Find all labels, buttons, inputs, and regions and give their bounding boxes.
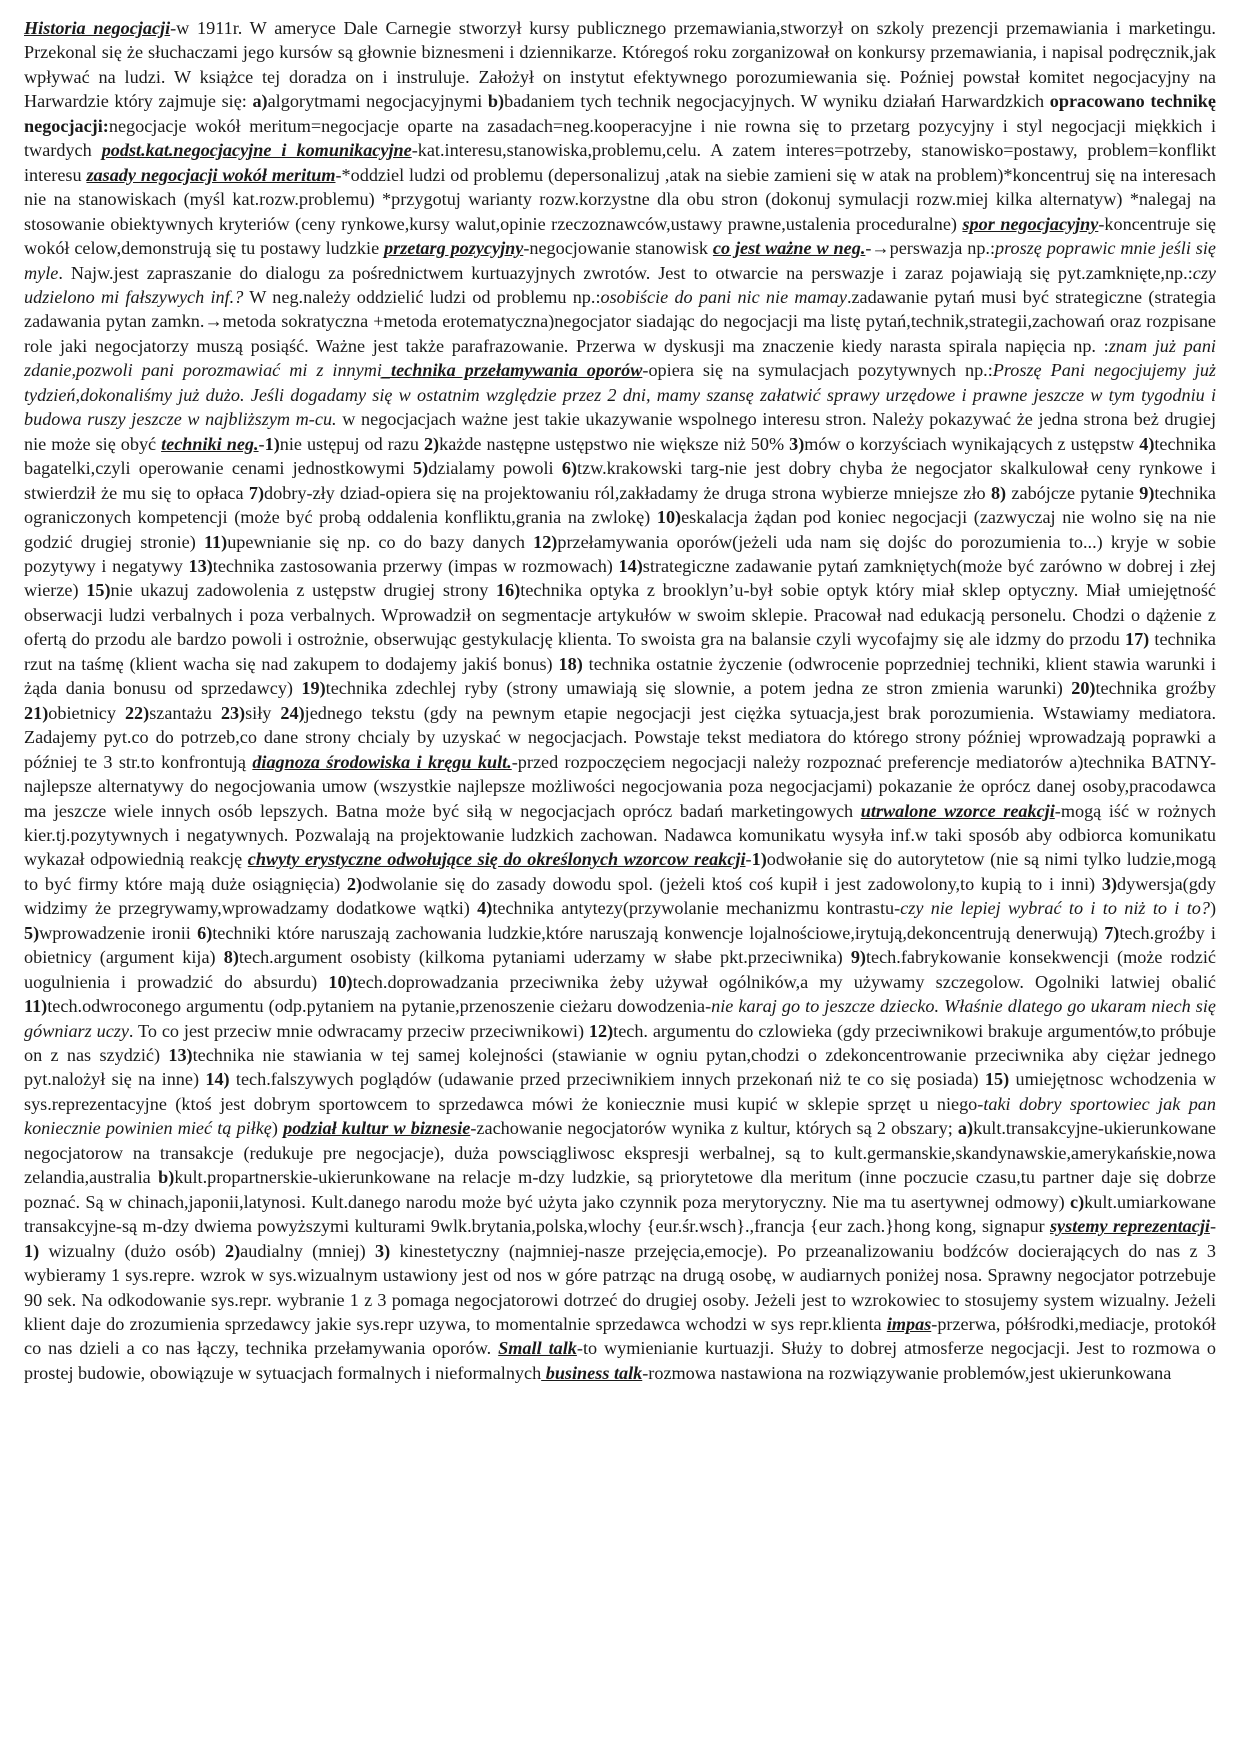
item-number: 8) xyxy=(223,947,239,968)
body-text: tech.falszywych poglądów (udawanie przed przeciwnikiem innych przekonań niż te co się posiada) xyxy=(229,1069,985,1090)
item-number: 7) xyxy=(1104,922,1120,943)
item-number: 21) xyxy=(24,702,49,723)
body-text: technika ostatnie życzenie (odwrocenie poprzedniej techniki, klient stawia warunki i żąda dania bonusu od sprzedawcy) xyxy=(24,653,1216,699)
italic-example: osobiście do pani nic nie mamay xyxy=(600,286,847,307)
body-text: każde następne ustępstwo nie większe niż 50% xyxy=(439,433,790,454)
body-text: eskalacja żądan pod koniec negocjacji (zazwyczaj nie wolno się na nie godzić drugiej stronie) xyxy=(24,507,1216,552)
section-heading: business talk xyxy=(541,1362,643,1383)
item-number: 3) xyxy=(375,1240,391,1261)
body-text: technika antytezy(przywolanie mechanizmu kontrastu- xyxy=(492,898,901,919)
item-number: 9) xyxy=(850,947,866,968)
item-number: 16) xyxy=(496,580,521,601)
section-heading: zasady negocjacji wokół meritum xyxy=(86,164,336,185)
body-text: technika bagatelki,czyli operowanie cenami jednostkowymi xyxy=(24,433,1216,479)
body-text: strategiczne zadawanie pytań zamkniętych(może być zarówno w dobrej i złej wierze) xyxy=(24,555,1216,601)
item-number: 8) xyxy=(990,482,1007,503)
body-text: audialny (mniej) xyxy=(240,1240,376,1261)
body-text: algorytmami negocjacyjnymi xyxy=(267,91,488,112)
section-heading: co jest ważne w neg. xyxy=(712,238,866,259)
body-text: w negocjacjach ważne jest takie ukazywanie wspolnego interesu stron. Należy pokazywać że jedna strona beż drugiej nie może się obyć xyxy=(24,409,1216,454)
body-text: -to wymienianie kurtuazji. Służy to dobrej atmosferze negocjacji. Jest to rozmowa o prostej budowie, obowiązuje w sytuacjach formalnych i nieformalnych xyxy=(24,1338,1216,1383)
section-heading: podst.kat.negocjacyjne i komunikacyjne xyxy=(101,140,412,161)
item-number: a) xyxy=(957,1118,974,1139)
section-heading: _technika przełamywania oporów xyxy=(381,360,643,381)
body-text: -opiera się na symulacjach pozytywnych np.: xyxy=(642,360,993,381)
body-text: -w 1911r. W ameryce Dale Carnegie stworzył kursy publicznego przemawiania,stworzył on szkoly prezencji przemawiania i marketingu. Przekonal się że słuchaczami jego kursów są głownie biznesmeni i dziennikarze. Któregoś roku zorganizował on konkursy przemawiania, i napisal podręcznik,jak wpływać na ludzi. W książce tej doradza on i instruluje. Założył on instytut efektywnego porozumiewania się. Poźniej powstał komitet negocjacyjny na Harwardzie który zajmuje się: xyxy=(24,18,1216,112)
body-text: techniki które naruszają zachowania ludzkie,które naruszają konwencje lojalnościowe,irytują,dekoncentrują denerwują) xyxy=(212,922,1105,943)
body-text: . Najw.jest zapraszanie do dialogu za pośrednictwem kurtuazyjnych zwrotów. Jest to otwarcie na perswazje i zaraz pojawiają się pyt.zamknięte,np.: xyxy=(58,262,1193,283)
item-number: 10) xyxy=(656,507,682,528)
item-number: 11) xyxy=(24,996,48,1017)
body-text: tech.odwroconego argumentu (odp.pytaniem na pytanie,przenoszenie cieżaru dowodzenia- xyxy=(47,996,712,1017)
body-text: -przerwa, półśrodki,mediacje, protokół co nas dzieli a co nas łączy, technika przełamywania oporów. xyxy=(24,1314,1216,1359)
item-number: 15) xyxy=(86,580,111,601)
body-text: kult.umiarkowane transakcyjne-są m-dzy dwiema powyższymi kulturami 9wlk.brytania,polska,wlochy {eur.śr.wsch}.,francja {eur zach.}hong kong, signapur xyxy=(24,1191,1216,1237)
item-number: 1) xyxy=(751,849,767,870)
body-text: tech.groźby i obietnicy (argument kija) xyxy=(24,922,1216,968)
body-text: odwołanie się do autorytetow (nie są nimi tylko ludzie,mogą to być firmy które mają duże osiągnięcia) xyxy=(24,849,1216,894)
body-text: nie ustępuj od razu xyxy=(279,433,424,454)
item-number: 1) xyxy=(264,433,280,454)
body-text: W neg.należy oddzielić ludzi od problemu np.: xyxy=(243,286,601,307)
section-heading: systemy reprezentacji xyxy=(1049,1216,1210,1237)
italic-example: nie karaj go to jeszcze dziecko. Właśnie dlatego go ukaram niech się gówniarz uczy xyxy=(24,996,1216,1041)
body-text: technika groźby xyxy=(1095,678,1216,699)
italic-example: taki dobry sportowiec jak pan koniecznie powinien mieć tą piłkę xyxy=(24,1093,1216,1139)
item-number: 2) xyxy=(346,873,363,894)
item-number: 4) xyxy=(1139,433,1155,454)
item-number: 6) xyxy=(561,458,578,479)
body-text: -→perswazja np.: xyxy=(865,238,996,259)
body-text: kult.propartnerskie-ukierunkowane na relacje m-dzy ludzkie, są priorytetowe dla meritum (inne poczucie czasu,tu partner daje się dobrze poznać. Są w chinach,japonii,latynosi. Kult.danego narodu może być użyta jako czynnik poza merytoryczny. Nie ma tu asertywnej odmowy) xyxy=(24,1167,1216,1212)
body-text: wprowadzenie ironii xyxy=(39,922,198,943)
section-heading: Small talk xyxy=(498,1338,577,1359)
section-heading: Historia negocjacji xyxy=(24,18,171,38)
body-text: -negocjowanie stanowisk xyxy=(523,238,713,259)
item-number: b) xyxy=(158,1167,175,1188)
item-number: 3) xyxy=(789,433,805,454)
body-text: ) xyxy=(1209,898,1216,919)
item-number: 5) xyxy=(24,922,40,943)
item-number: a) xyxy=(252,91,268,112)
item-number: c) xyxy=(1070,1191,1085,1212)
body-text: kinestetyczny (najmniej-nasze przejęcia,emocje). Po przeanalizowaniu bodźców docierających do nas z 3 wybieramy 1 sys.repre. wzrok w sys.wizualnym ustawiony jest od nos w góre patrząc na drugą osobę, w audiarnych poniżej nosa. Sprawny negocjator potrzebuje 90 sek. Na odkodowanie sys.repr. wybranie 1 z 3 pomaga negocjatorowi dotrzeć do drugiej osoby. Jeżeli jest to wzrokowiec to stosujemy system wizualny. Jeżeli klient daje do zrozumienia sprzedawcy jakie sys.repr uzywa, to momentalnie sprzedawca wchodzi w sys repr.klienta xyxy=(24,1240,1216,1335)
body-text: obietnicy xyxy=(48,702,125,723)
item-number: 14) xyxy=(205,1069,230,1090)
document-body-text xyxy=(24,16,1216,1385)
body-text: -kat.interesu,stanowiska,problemu,celu. A zatem interes=potrzeby, stanowisko=postawy, problem=konflikt interesu xyxy=(24,140,1216,185)
item-number: 13) xyxy=(188,555,213,576)
item-number: 10) xyxy=(328,971,353,992)
item-number: 19) xyxy=(301,678,326,699)
body-text: -rozmowa nastawiona na rozwiązywanie problemów,jest ukierunkowana xyxy=(642,1362,1172,1383)
section-heading: chwyty erystyczne odwołujące się do określonych wzorcow reakcji xyxy=(247,849,746,870)
body-text: -zachowanie negocjatorów wynika z kultur, których są 2 obszary; xyxy=(470,1118,958,1139)
item-number: 2) xyxy=(225,1240,241,1261)
body-text: tech. argumentu do czlowieka (gdy przeciwnikowi brakuje argumentów,to próbuje on z nas szydzić) xyxy=(24,1020,1216,1066)
item-number: 3) xyxy=(1101,873,1117,894)
body-text: szantażu xyxy=(149,702,221,723)
italic-example: proszę poprawic mnie jeśli się myle xyxy=(24,238,1216,283)
item-number: 12) xyxy=(533,531,558,552)
item-number: 20) xyxy=(1071,678,1096,699)
section-heading: podział kultur w biznesie xyxy=(283,1118,471,1139)
body-text: tech.doprowadzania przeciwnika żeby używał ogólników,a my używamy szczegolow. Ogolniki latwiej obalić xyxy=(352,971,1216,992)
body-text: -mogą iść w rożnych kier.tj.pozytywnych i negatywnych. Pozwalają na projektowanie ludzkich zachowan. Nadawca komunikatu wysyła inf.w taki sposób aby odbiorca komunikatu wykazał odpowiednią reakcję xyxy=(24,800,1216,870)
body-text: odwolanie się do zasady dowodu spol. (jeżeli ktoś coś kupił i jest zadowolony,to kupią to i inni) xyxy=(362,873,1102,894)
body-text: dobry-zły dziad-opiera się na projektowaniu ról,zakładamy że druga strona wybierze mniejsze zło xyxy=(264,482,991,503)
body-text: kult.transakcyjne-ukierunkowane negocjatorow na transakcje (redukuje pre negocjacje), duża powsciągliwosc ekspresji werbalnej, są to kult.germanskie,skandynawskie,amerykańskie,nowa zelandia,australia xyxy=(24,1118,1216,1188)
body-text: - xyxy=(258,433,265,454)
item-number: 17) xyxy=(1124,629,1150,650)
item-number: 15) xyxy=(984,1069,1010,1090)
italic-example: czy nie lepiej wybrać to i to niż to i to? xyxy=(900,898,1210,919)
item-number: b) xyxy=(487,91,505,112)
body-text: mów o korzyściach wynikających z ustępstw xyxy=(804,433,1140,454)
italic-example: czy udzielono mi fałszywych inf.? xyxy=(24,262,1216,307)
item-number: 11) xyxy=(203,531,228,552)
body-text: badaniem tych technik negocjacyjnych. W wyniku działań Harwardzkich xyxy=(504,91,1050,112)
body-text: - xyxy=(745,849,752,870)
item-number: 6) xyxy=(197,922,213,943)
body-text: tech.argument osobisty (kilkoma pytaniami uderzamy w słabe pkt.przeciwnika) xyxy=(238,947,851,968)
body-text: zabójcze pytanie xyxy=(1006,482,1140,503)
section-heading: impas xyxy=(886,1314,932,1335)
section-heading: techniki neg. xyxy=(161,433,259,454)
body-text: . To co jest przeciw mnie odwracamy przeciw przeciwnikowi) xyxy=(128,1020,589,1041)
item-number: 18) xyxy=(558,653,583,674)
body-text: technika nie stawiania w tej samej kolejności (stawianie w ogniu pytan,chodzi o zdekoncentrowanie przeciwnika aby ciężar jednego pyt.nalożył się na inne) xyxy=(24,1045,1216,1090)
item-number: 9) xyxy=(1139,482,1155,503)
body-text: technika rzut na taśmę (klient wacha się nad zakupem to dodajemy jakiś bonus) xyxy=(24,629,1217,674)
body-text: negocjacje wokół meritum=negocjacje oparte na zasadach=neg.kooperacyjne i nie rowna się to przetarg pozycyjny i styl negocjacji miękkich i twardych xyxy=(24,115,1216,161)
document-page xyxy=(24,16,1216,1385)
body-text: technika zdechlej ryby (strony umawiają się slownie, a potem jedna ze stron zmienia warunki) xyxy=(325,678,1072,699)
item-number: 5) xyxy=(413,458,429,479)
body-text: tzw.krakowski targ-nie jest dobry chyba że negocjator skalkulował ceny rynkowe i stwierdził że mu się to opłaca xyxy=(24,458,1216,503)
italic-example: znam już pani zdanie,pozwoli pani porozmawiać mi z innymi xyxy=(24,335,1216,381)
body-text: - xyxy=(1209,1216,1216,1237)
body-text: upewnianie się np. co do bazy danych xyxy=(227,531,534,552)
item-number: opracowano technikę negocjacji: xyxy=(24,91,1216,136)
body-text: dzialamy powoli xyxy=(428,458,562,479)
body-text: -przed rozpoczęciem negocjacji należy rozpoznać preferencje mediatorów a)technika BATNY-najlepsze alternatywy do negocjowania umow (wszystkie najlepsze możliwości negocjowania poza negocjacjami) pokazanie że oprócz danej osoby,pracodawca ma jeszcze wiele innych osób lepszych. Batna może być siłą w negocjacjach oprócz badań marketingowych xyxy=(24,751,1217,821)
body-text: przełamywania oporów(jeżeli uda nam się dojśc do porozumienia to...) kryje w sobie pozytywy i negatywy xyxy=(24,531,1216,576)
body-text: -koncentruje się wokół celow,demonstrują się tu postawy ludzkie xyxy=(24,213,1216,259)
body-text: .zadawanie pytań musi być strategiczne (strategia zadawania pytan zamkn.→metoda sokratyczna +metoda erotematyczna)negocjator siadając do negocjacji ma listę pytań,technik,strategii,zachowań oraz rozpisane role jaki negocjatorzy muszą posiąść. Ważne jest także parafrazowanie. Przerwa w dyskusji ma znaczenie kiedy narasta spirala napięcia np. : xyxy=(24,286,1216,356)
body-text: siły xyxy=(245,702,281,723)
section-heading: spor negocjacyjny xyxy=(962,213,1099,234)
body-text: jednego tekstu (gdy na pewnym etapie negocjacji jest ciężka sytuacja,jest brak porozumienia. Wstawiamy mediatora. Zadajemy pyt.co do potrzeb,co dane strony chcialy by uzyskać w negocjacjach. Powstaje tekst mediatora do którego strony później wprowadzają poprawki a później te 3 str.to konfrontują xyxy=(24,702,1216,772)
item-number: 7) xyxy=(248,482,265,503)
item-number: 4) xyxy=(477,898,493,919)
section-heading: utrwalone wzorce reakcji xyxy=(860,800,1055,821)
section-heading: diagnoza środowiska i kręgu kult. xyxy=(252,751,512,772)
body-text: nie ukazuj zadowolenia z ustępstw drugiej strony xyxy=(110,580,497,601)
item-number: 24) xyxy=(280,702,305,723)
body-text: tech.fabrykowanie konsekwencji (może rodzić uogulnienia i prowadzić do absurdu) xyxy=(24,947,1216,992)
item-number: 12) xyxy=(588,1020,614,1041)
body-text: technika ograniczonych kompetencji (może być probą oddalenia konfliktu,grania na zwlokę) xyxy=(24,482,1216,528)
italic-example: Proszę Pani negocjujemy już tydzień,dokonaliśmy już dużo. Jeśli dogadamy się w ostatnim względzie przez 2 dni, mamy szansę załatwić sprawy urzędowe i prawne jeszcze w tym tygodniu i budowa ruszy jeszcze w najbliższym m-cu. xyxy=(24,360,1216,430)
item-number: 22) xyxy=(124,702,150,723)
item-number: 13) xyxy=(168,1045,193,1066)
body-text: wizualny (dużo osób) xyxy=(39,1240,226,1261)
body-text: -*oddziel ludzi od problemu (depersonalizuj ,atak na siebie zamieni się w atak na problem)*koncentruj się na interesach nie na stanowiskach (myśl kat.rozw.problemu) *przygotuj warianty rozw.korzystne dla obu stron (dokonuj symulacji rozw.miej kilka alternatyw) *nalegaj na stosowanie obiektywnych kryteriów (ceny rynkowe,kursy walut,opinie rzeczoznawców,ustawy prawne,ustalenia proceduralne) xyxy=(24,164,1216,234)
body-text: technika optyka z brooklyn’u-był sobie optyk który miał sklep optyczny. Miał umiejętność obserwacji ludzi verbalnych i poza verbalnych. Wprowadził on segmentacje artykułów w swoim sklepie. Pracował nad edukacją personelu. Chodzi o dążenie z ofertą do przodu ale bardzo powoli i ostrożnie, obserwując gestykulację klienta. To swoista gra na balansie czyli wycofajmy się ale idzmy do przodu xyxy=(24,580,1216,650)
item-number: 23) xyxy=(220,702,246,723)
item-number: 14) xyxy=(618,555,643,576)
body-text: dywersja(gdy widzimy że przegrywamy,wprowadzamy dodatkowe wątki) xyxy=(24,873,1216,919)
item-number: 2) xyxy=(423,433,440,454)
body-text: umiejętnosc wchodzenia w sys.reprezentacyjne (ktoś jest dobrym sportowcem to sprzedawca mówi że koniecznie musi kupić w sklepie sprzęt u niego- xyxy=(24,1069,1217,1114)
section-heading: przetarg pozycyjny xyxy=(384,238,524,259)
item-number: 1) xyxy=(24,1240,40,1261)
body-text: technika zastosowania przerwy (impas w rozmowach) xyxy=(212,555,619,576)
body-text: ) xyxy=(271,1118,284,1139)
